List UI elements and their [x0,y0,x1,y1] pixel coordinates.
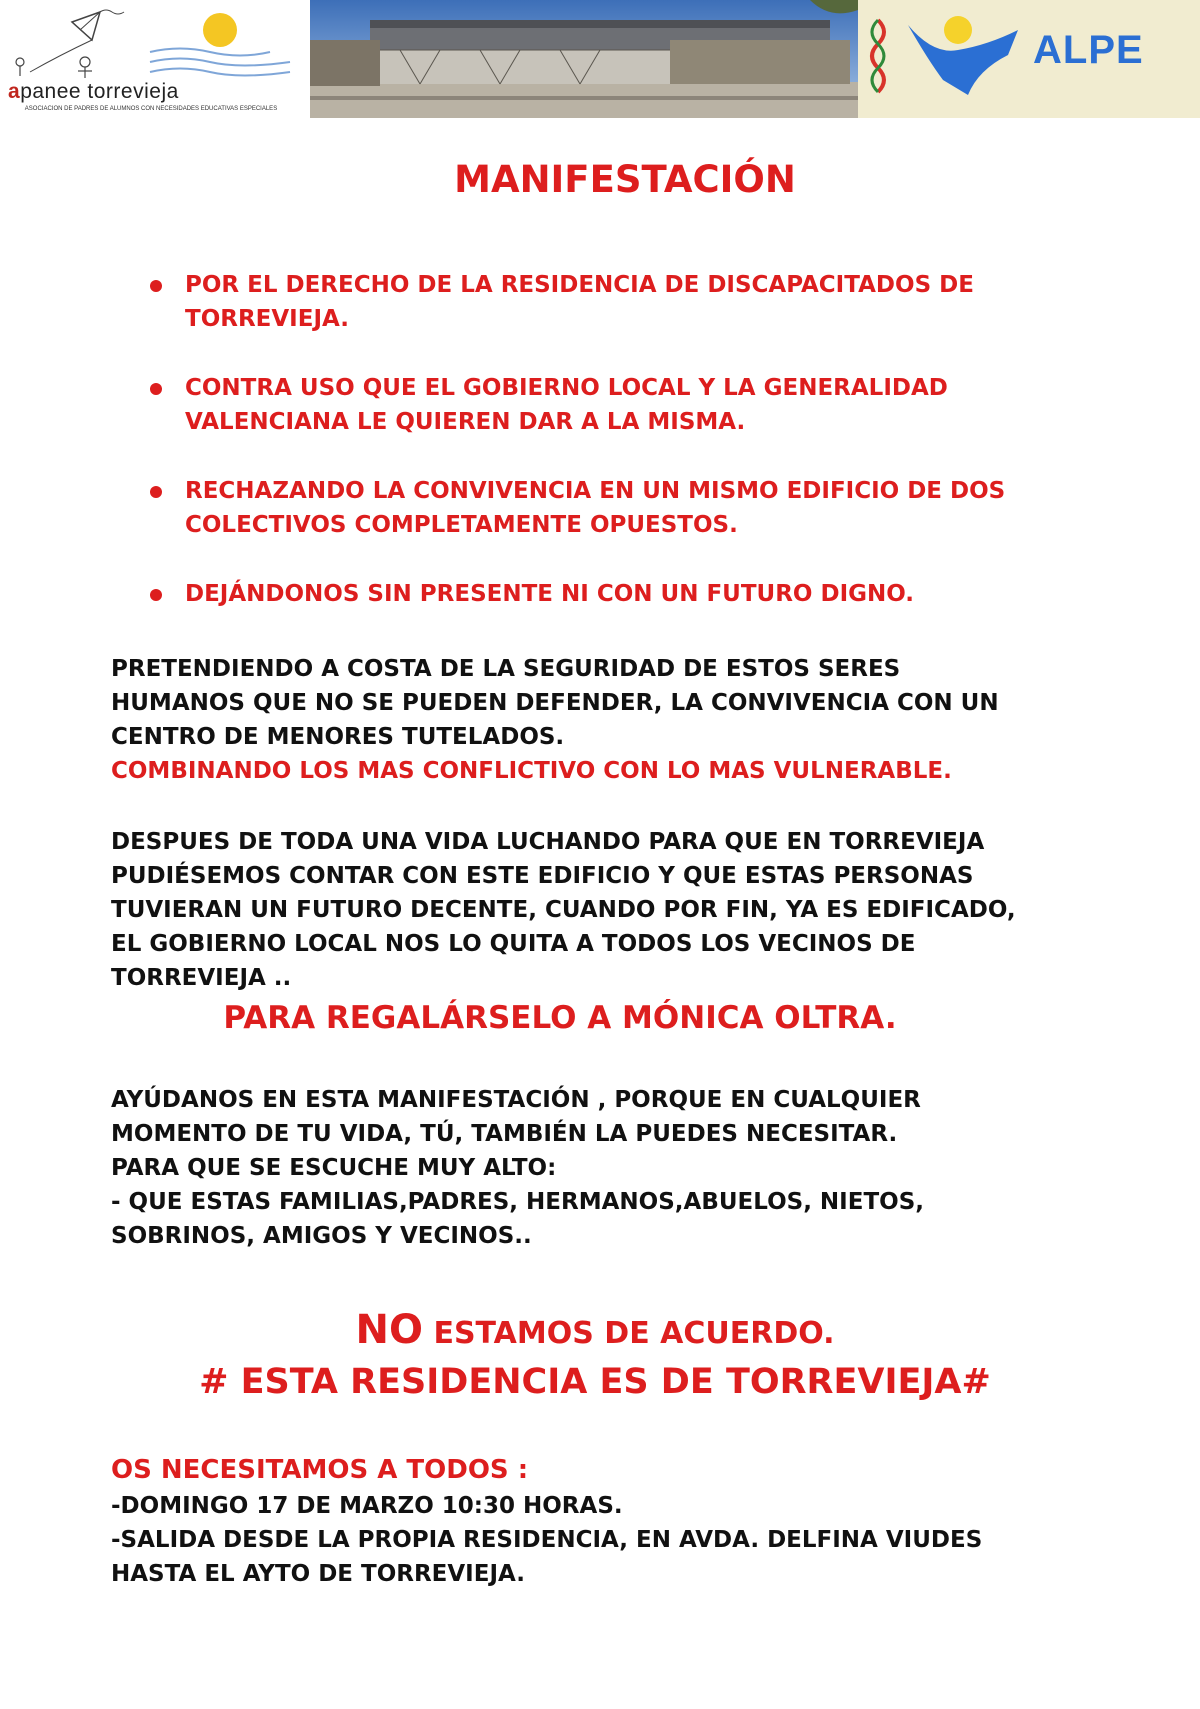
alpe-brand-text: ALPE [1033,28,1144,72]
details-heading: OS NECESITAMOS A TODOS : [111,1455,529,1485]
text-line: PRETENDIENDO A COSTA DE LA SEGURIDAD DE ESTOS SERES [111,656,901,682]
residence-building-photo [310,0,858,118]
list-item: CONTRA USO QUE EL GOBIERNO LOCAL Y LA GENERALIDAD VALENCIANA LE QUIEREN DAR A LA MISMA. [150,371,1110,439]
list-item: POR EL DERECHO DE LA RESIDENCIA DE DISCAPACITADOS DE TORREVIEJA. [150,268,1110,336]
page-title: MANIFESTACIÓN [454,158,796,201]
text-line: AYÚDANOS EN ESTA MANIFESTACIÓN , PORQUE EN CUALQUIER [111,1087,921,1113]
apanee-logo [0,0,310,125]
paragraph-history [111,825,1111,995]
text-line: PUDIÉSEMOS CONTAR CON ESTE EDIFICIO Y QUE ESTAS PERSONAS [111,863,974,889]
text-line: DESPUES DE TODA UNA VIDA LUCHANDO PARA QUE EN TORREVIEJA [111,829,985,855]
bullet-dot-icon [150,589,162,601]
kite-sun-icon [0,0,310,80]
text-line: TUVIERAN UN FUTURO DECENTE, CUANDO POR FIN, YA ES EDIFICADO, [111,897,1016,923]
text-line: EL GOBIERNO LOCAL NOS LO QUITA A TODOS LOS VECINOS DE [111,931,916,957]
paragraph-help [111,1083,1111,1253]
bullet-dot-icon [150,383,162,395]
highlight-monica: PARA REGALÁRSELO A MÓNICA OLTRA. [223,1000,897,1036]
list-item: RECHAZANDO LA CONVIVENCIA EN UN MISMO EDIFICIO DE DOS COLECTIVOS COMPLETAMENTE OPUESTOS. [150,474,1110,542]
text-line: - QUE ESTAS FAMILIAS,PADRES, HERMANOS,ABUELOS, NIETOS, [111,1189,924,1215]
alpe-logo [858,0,1200,118]
highlight-line: COMBINANDO LOS MAS CONFLICTIVO CON LO MAS VULNERABLE. [111,758,952,784]
apanee-brand-text: apanee torrevieja [8,80,179,103]
text-line: CENTRO DE MENORES TUTELADOS. [111,724,565,750]
slogan-hashtag: # ESTA RESIDENCIA ES DE TORREVIEJA# [199,1362,991,1402]
alpe-figure-icon [858,0,1028,118]
text-line: PARA QUE SE ESCUCHE MUY ALTO: [111,1155,557,1181]
text-line: -SALIDA DESDE LA PROPIA RESIDENCIA, EN AVDA. DELFINA VIUDES [111,1527,983,1553]
text-line: MOMENTO DE TU VIDA, TÚ, TAMBIÉN LA PUEDES NECESITAR. [111,1121,898,1147]
paragraph-pretending [111,652,1111,788]
demands-list [150,268,1110,646]
header-banner [0,0,1200,125]
list-item: DEJÁNDONOS SIN PRESENTE NI CON UN FUTURO DIGNO. [150,577,1110,611]
text-line: -DOMINGO 17 DE MARZO 10:30 HORAS. [111,1493,623,1519]
apanee-tagline: ASOCIACION DE PADRES DE ALUMNOS CON NECESIDADES EDUCATIVAS ESPECIALES [24,106,278,112]
event-details [111,1451,1111,1591]
text-line: SOBRINOS, AMIGOS Y VECINOS.. [111,1223,532,1249]
slogan-disagree: NO ESTAMOS DE ACUERDO. [355,1307,835,1353]
bullet-dot-icon [150,280,162,292]
bullet-dot-icon [150,486,162,498]
text-line: TORREVIEJA .. [111,965,292,991]
text-line: HASTA EL AYTO DE TORREVIEJA. [111,1561,525,1587]
text-line: HUMANOS QUE NO SE PUEDEN DEFENDER, LA CONVIVENCIA CON UN [111,690,999,716]
